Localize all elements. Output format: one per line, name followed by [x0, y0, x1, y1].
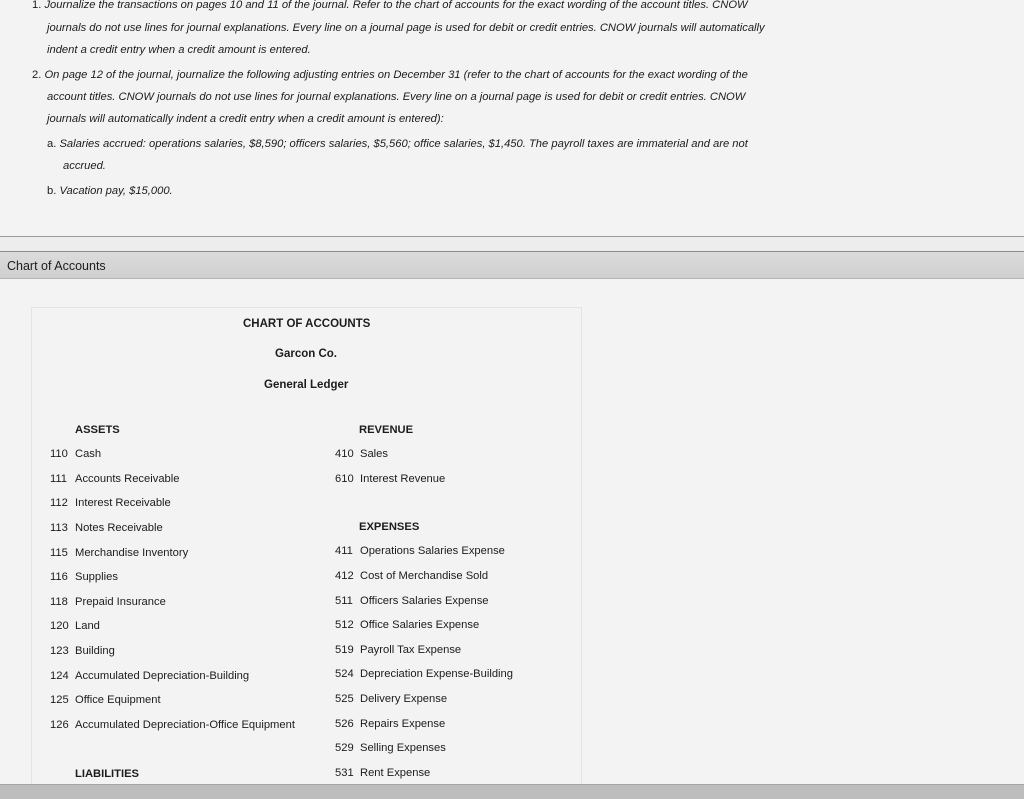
section-divider	[0, 236, 1024, 253]
account-name: Accumulated Depreciation-Office Equipment	[75, 719, 295, 731]
account-name: Supplies	[75, 571, 118, 583]
instruction-item-1	[32, 0, 748, 12]
instruction-text: On page 12 of the journal, journalize the following adjusting entries on December 31 (refer to the chart of accounts for the exact wording of the	[44, 69, 748, 81]
account-name: Interest Revenue	[360, 473, 446, 485]
account-code: 115	[50, 547, 68, 559]
account-row	[335, 644, 461, 656]
instruction-text: account titles. CNOW journals do not use lines for journal explanations. Every line on a journal page is used for debit or credit entries. CNOW	[47, 91, 746, 103]
account-name: Merchandise Inventory	[75, 547, 189, 559]
ledger-title: General Ledger	[264, 379, 349, 391]
account-row	[50, 620, 100, 632]
account-code: 124	[50, 670, 69, 682]
account-code: 118	[50, 596, 68, 608]
account-name: Prepaid Insurance	[75, 596, 166, 608]
account-row	[50, 719, 295, 731]
account-name: Cash	[75, 448, 102, 460]
instruction-item-2	[32, 68, 748, 82]
instruction-number: a.	[47, 138, 57, 150]
expenses-heading: EXPENSES	[359, 521, 420, 533]
chart-of-accounts-panel	[31, 307, 582, 788]
account-code: 610	[335, 473, 354, 485]
account-row	[50, 448, 101, 460]
account-code: 511	[335, 595, 353, 607]
instruction-text: accrued.	[63, 160, 106, 172]
instruction-text: Vacation pay, $15,000.	[59, 185, 173, 197]
account-row	[50, 473, 179, 485]
instruction-item-2b	[47, 184, 173, 198]
account-name: Accumulated Depreciation-Building	[75, 670, 250, 682]
account-name: Accounts Receivable	[75, 473, 180, 485]
instruction-text: Journalize the transactions on pages 10 and 11 of the journal. Refer to the chart of accounts for the exact wording of the account titles. CNOW	[44, 0, 748, 11]
liabilities-heading: LIABILITIES	[75, 768, 140, 780]
instruction-number: 1.	[32, 0, 42, 11]
account-code: 112	[50, 497, 68, 509]
account-row	[335, 619, 479, 631]
chart-of-accounts-header[interactable]	[0, 252, 1024, 279]
account-code: 116	[50, 571, 68, 583]
account-name: Office Equipment	[75, 694, 161, 706]
account-code: 113	[50, 522, 68, 534]
account-code: 125	[50, 694, 69, 706]
horizontal-scrollbar[interactable]	[0, 784, 1024, 799]
account-name: Interest Receivable	[75, 497, 171, 509]
account-row	[335, 718, 445, 730]
account-name: Cost of Merchandise Sold	[360, 570, 489, 582]
account-code: 524	[335, 668, 354, 680]
account-name: Operations Salaries Expense	[360, 545, 505, 557]
instructions-panel	[0, 0, 1024, 236]
company-name: Garcon Co.	[275, 348, 337, 360]
account-row	[335, 448, 388, 460]
instruction-number: b.	[47, 185, 57, 197]
account-code: 525	[335, 693, 354, 705]
instruction-text: journals will automatically indent a credit entry when a credit amount is entered):	[47, 113, 444, 125]
account-name: Rent Expense	[360, 767, 431, 779]
account-code: 123	[50, 645, 69, 657]
account-name: Land	[75, 620, 100, 632]
section-title: Chart of Accounts	[7, 259, 106, 273]
account-code: 111	[50, 473, 68, 485]
account-name: Building	[75, 645, 115, 657]
account-code: 126	[50, 719, 69, 731]
account-row	[335, 595, 489, 607]
instruction-item-2a	[47, 137, 748, 151]
instruction-text: journals do not use lines for journal explanations. Every line on a journal page is used for debit or credit entries. CNOW journals will automatically	[47, 22, 765, 34]
account-name: Delivery Expense	[360, 693, 448, 705]
account-name: Officers Salaries Expense	[360, 595, 489, 607]
account-row	[50, 547, 188, 559]
instruction-text: Salaries accrued: operations salaries, $8,590; officers salaries, $5,560; office salaries, $1,450. The payroll taxes are immaterial and are not	[59, 138, 748, 150]
assets-heading: ASSETS	[75, 424, 120, 436]
account-name: Payroll Tax Expense	[360, 644, 462, 656]
account-code: 110	[50, 448, 68, 460]
account-name: Depreciation Expense-Building	[360, 668, 513, 680]
account-name: Sales	[360, 448, 388, 460]
account-code: 519	[335, 644, 354, 656]
account-code: 410	[335, 448, 354, 460]
account-row	[50, 596, 166, 608]
account-code: 120	[50, 620, 69, 632]
account-code: 411	[335, 545, 353, 557]
account-row	[50, 645, 115, 657]
account-row	[50, 694, 161, 706]
revenue-heading: REVENUE	[359, 424, 414, 436]
account-name: Office Salaries Expense	[360, 619, 480, 631]
account-row	[335, 473, 445, 485]
coa-heading: CHART OF ACCOUNTS	[243, 318, 371, 330]
account-code: 529	[335, 742, 354, 754]
account-row	[50, 571, 118, 583]
instruction-number: 2.	[32, 69, 42, 81]
account-name: Notes Receivable	[75, 522, 163, 534]
account-code: 512	[335, 619, 354, 631]
account-code: 526	[335, 718, 354, 730]
account-code: 531	[335, 767, 354, 779]
account-row	[50, 497, 171, 509]
account-code: 412	[335, 570, 354, 582]
account-row	[335, 570, 488, 582]
instruction-text: indent a credit entry when a credit amount is entered.	[47, 44, 311, 56]
account-row	[50, 670, 249, 682]
account-row	[335, 693, 447, 705]
account-row	[335, 742, 446, 754]
account-name: Selling Expenses	[360, 742, 446, 754]
account-row	[335, 767, 430, 779]
account-row	[335, 545, 505, 557]
account-row	[50, 522, 163, 534]
account-name: Repairs Expense	[360, 718, 446, 730]
account-row	[335, 668, 513, 680]
